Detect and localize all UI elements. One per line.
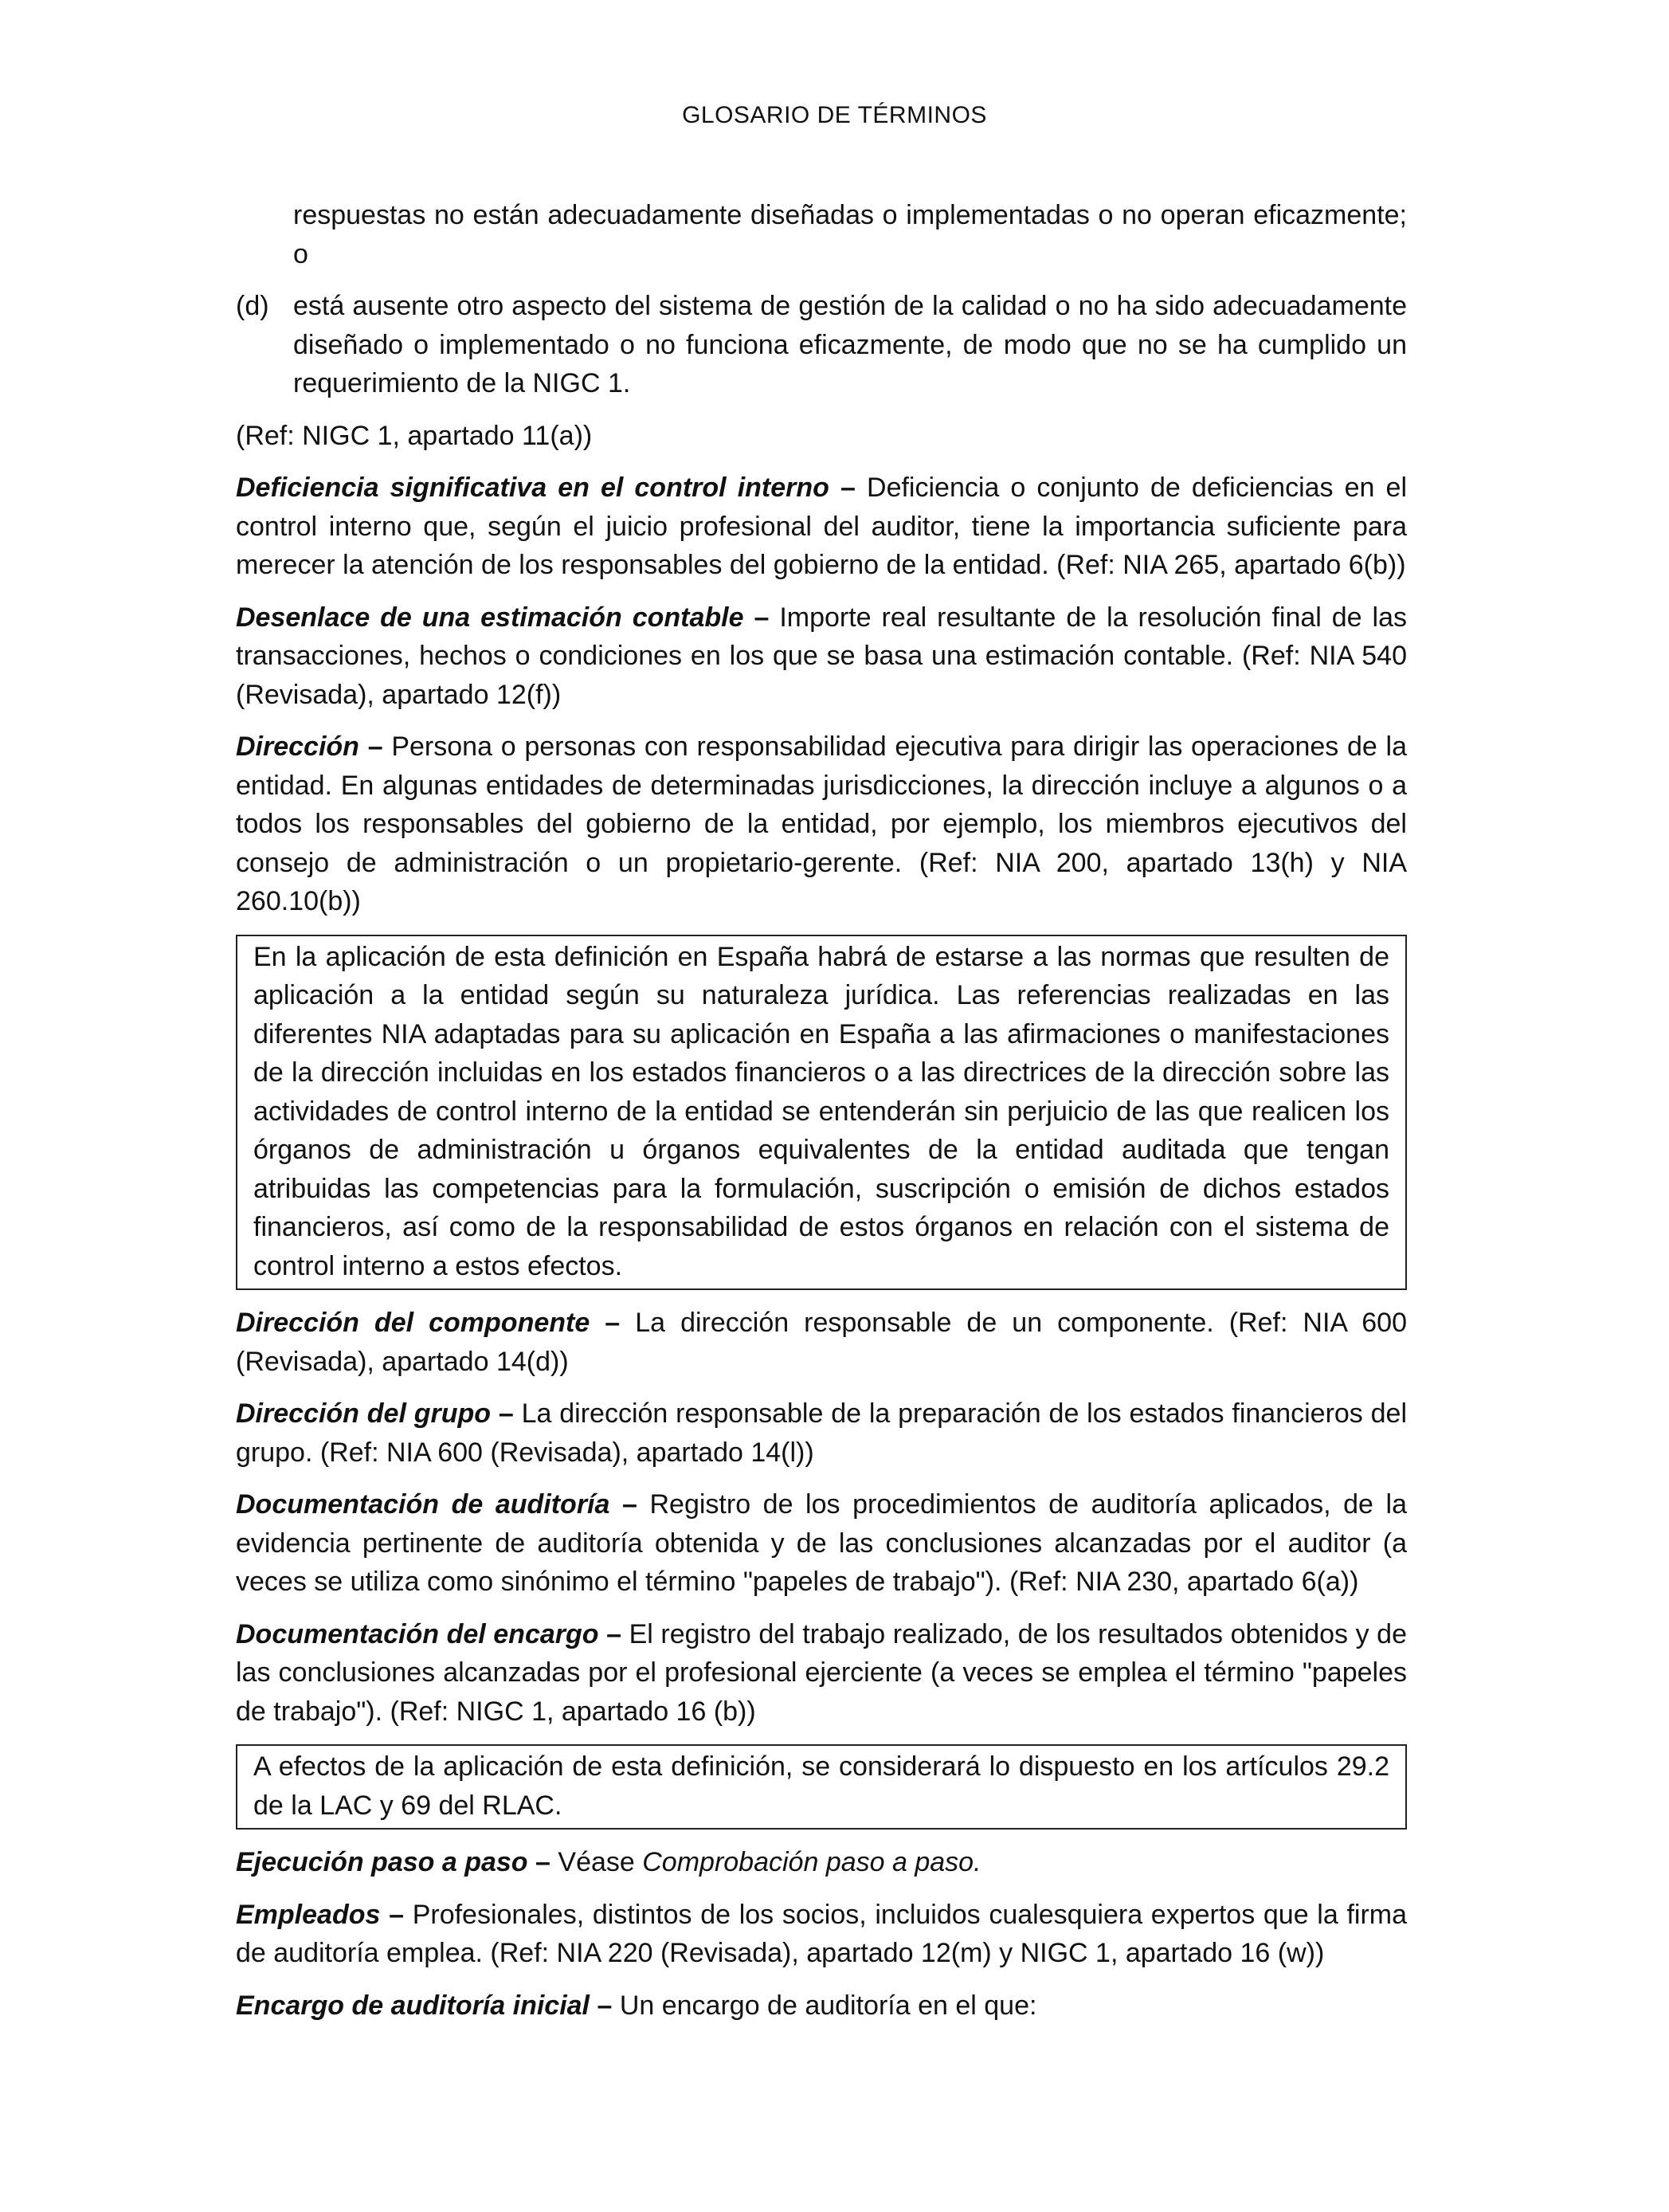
term-dash: –	[840, 473, 856, 503]
glossary-entry-desenlace	[236, 598, 1407, 715]
page-content	[236, 196, 1407, 2038]
list-item-text: está ausente otro aspecto del sistema de gestión de la calidad o no ha sido adecuadamente diseñado o implementado o no funciona eficazmente, de modo que no se ha cumplido un requerimiento de la NIGC 1.	[293, 291, 1407, 398]
term: Deficiencia significativa en el control interno	[236, 473, 829, 503]
term-dash: –	[606, 1618, 622, 1649]
term: Empleados	[236, 1899, 381, 1930]
term-dash: –	[498, 1398, 514, 1429]
glossary-entry-documentacion-auditoria	[236, 1485, 1407, 1602]
term-dash: –	[367, 731, 383, 762]
definition: Véase	[558, 1847, 635, 1877]
glossary-entry-direccion-grupo	[236, 1394, 1407, 1472]
list-marker: (d)	[236, 291, 269, 321]
definition: Importe real resultante de la resolución final de las transacciones, hechos o condiciones en los que se basa una estimación contable. (Ref: NIA 540 (Revisada), apartado 12(f))	[236, 602, 1407, 710]
glossary-entry-direccion-componente	[236, 1304, 1407, 1381]
definition: La dirección responsable de la preparación de los estados financieros del grupo. (Ref: NIA 600 (Revisada), apartado 14(l))	[236, 1398, 1407, 1468]
term-dash: –	[535, 1847, 550, 1877]
term: Documentación de auditoría	[236, 1489, 610, 1520]
definition: Profesionales, distintos de los socios, incluidos cualesquiera expertos que la firma de auditoría emplea. (Ref: NIA 220 (Revisada), apartado 12(m) y NIGC 1, apartado 16 (w))	[236, 1899, 1407, 1968]
definition: La dirección responsable de un componente. (Ref: NIA 600 (Revisada), apartado 14(d))	[236, 1308, 1407, 1377]
spain-note-box-direccion	[236, 935, 1407, 1291]
glossary-entry-ejecucion	[236, 1843, 1407, 1882]
note-text: A efectos de la aplicación de esta definición, se considerará lo dispuesto en los artículos 29.2 de la LAC y 69 del RLAC.	[253, 1751, 1389, 1821]
page-header: GLOSARIO DE TÉRMINOS	[682, 102, 987, 128]
spain-note-box-documentacion	[236, 1744, 1407, 1830]
note-text: En la aplicación de esta definición en España habrá de estarse a las normas que resulten de aplicación a la entidad según su naturaleza jurídica. Las referencias realizadas en las diferentes NIA adaptadas para su aplicación en España a las afirmaciones o manifestaciones de la dirección incluidas en los estados financieros o a las directrices de la dirección sobre las actividades de control interno de la entidad se entenderán sin perjuicio de las que realicen los órganos de administración u órganos equivalentes de la entidad auditada que tengan atribuidas las competencias para la formulación, suscripción o emisión de dichos estados financieros, así como de la responsabilidad de estos órganos en relación con el sistema de control interno a estos efectos.	[253, 941, 1389, 1281]
reference-line: (Ref: NIGC 1, apartado 11(a))	[236, 420, 593, 451]
glossary-entry-deficiencia	[236, 469, 1407, 585]
cross-reference: Comprobación paso a paso.	[642, 1847, 981, 1877]
term: Documentación del encargo	[236, 1618, 599, 1649]
glossary-entry-documentacion-encargo	[236, 1615, 1407, 1732]
definition: Registro de los procedimientos de auditoría aplicados, de la evidencia pertinente de auditoría obtenida y de las conclusiones alcanzadas por el auditor (a veces se utiliza como sinónimo el término "papeles de trabajo"). (Ref: NIA 230, apartado 6(a))	[236, 1489, 1407, 1597]
term: Dirección del componente	[236, 1308, 590, 1338]
term-dash: –	[389, 1899, 404, 1930]
glossary-entry-empleados	[236, 1896, 1407, 1973]
term-dash: –	[622, 1489, 637, 1520]
term-dash: –	[597, 1990, 613, 2021]
term: Dirección del grupo	[236, 1398, 492, 1429]
term: Desenlace de una estimación contable	[236, 602, 744, 633]
glossary-entry-direccion	[236, 728, 1407, 921]
definition: Deficiencia o conjunto de deficiencias en el control interno que, según el juicio profesional del auditor, tiene la importancia suficiente para merecer la atención de los responsables del gobierno de la entidad. (Ref: NIA 265, apartado 6(b))	[236, 473, 1407, 580]
term: Ejecución paso a paso	[236, 1847, 528, 1877]
term: Dirección	[236, 731, 359, 762]
glossary-entry-encargo-inicial	[236, 1986, 1407, 2026]
term-dash: –	[605, 1308, 621, 1338]
list-item-d	[236, 287, 1407, 403]
term-dash: –	[754, 602, 770, 633]
continuation-paragraph: respuestas no están adecuadamente diseñadas o implementadas o no operan eficazmente; o	[293, 200, 1407, 269]
term: Encargo de auditoría inicial	[236, 1990, 590, 2021]
definition: El registro del trabajo realizado, de los resultados obtenidos y de las conclusiones alcanzadas por el profesional ejerciente (a veces se emplea el término "papeles de trabajo"). (Ref: NIGC 1, apartado 16 (b))	[236, 1618, 1407, 1727]
definition: Persona o personas con responsabilidad ejecutiva para dirigir las operaciones de la entidad. En algunas entidades de determinadas jurisdicciones, la dirección incluye a algunos o a todos los responsables del gobierno de la entidad, por ejemplo, los miembros ejecutivos del consejo de administración o un propietario-gerente. (Ref: NIA 200, apartado 13(h) y NIA 260.10(b))	[236, 731, 1408, 916]
definition: Un encargo de auditoría en el que:	[619, 1990, 1037, 2021]
